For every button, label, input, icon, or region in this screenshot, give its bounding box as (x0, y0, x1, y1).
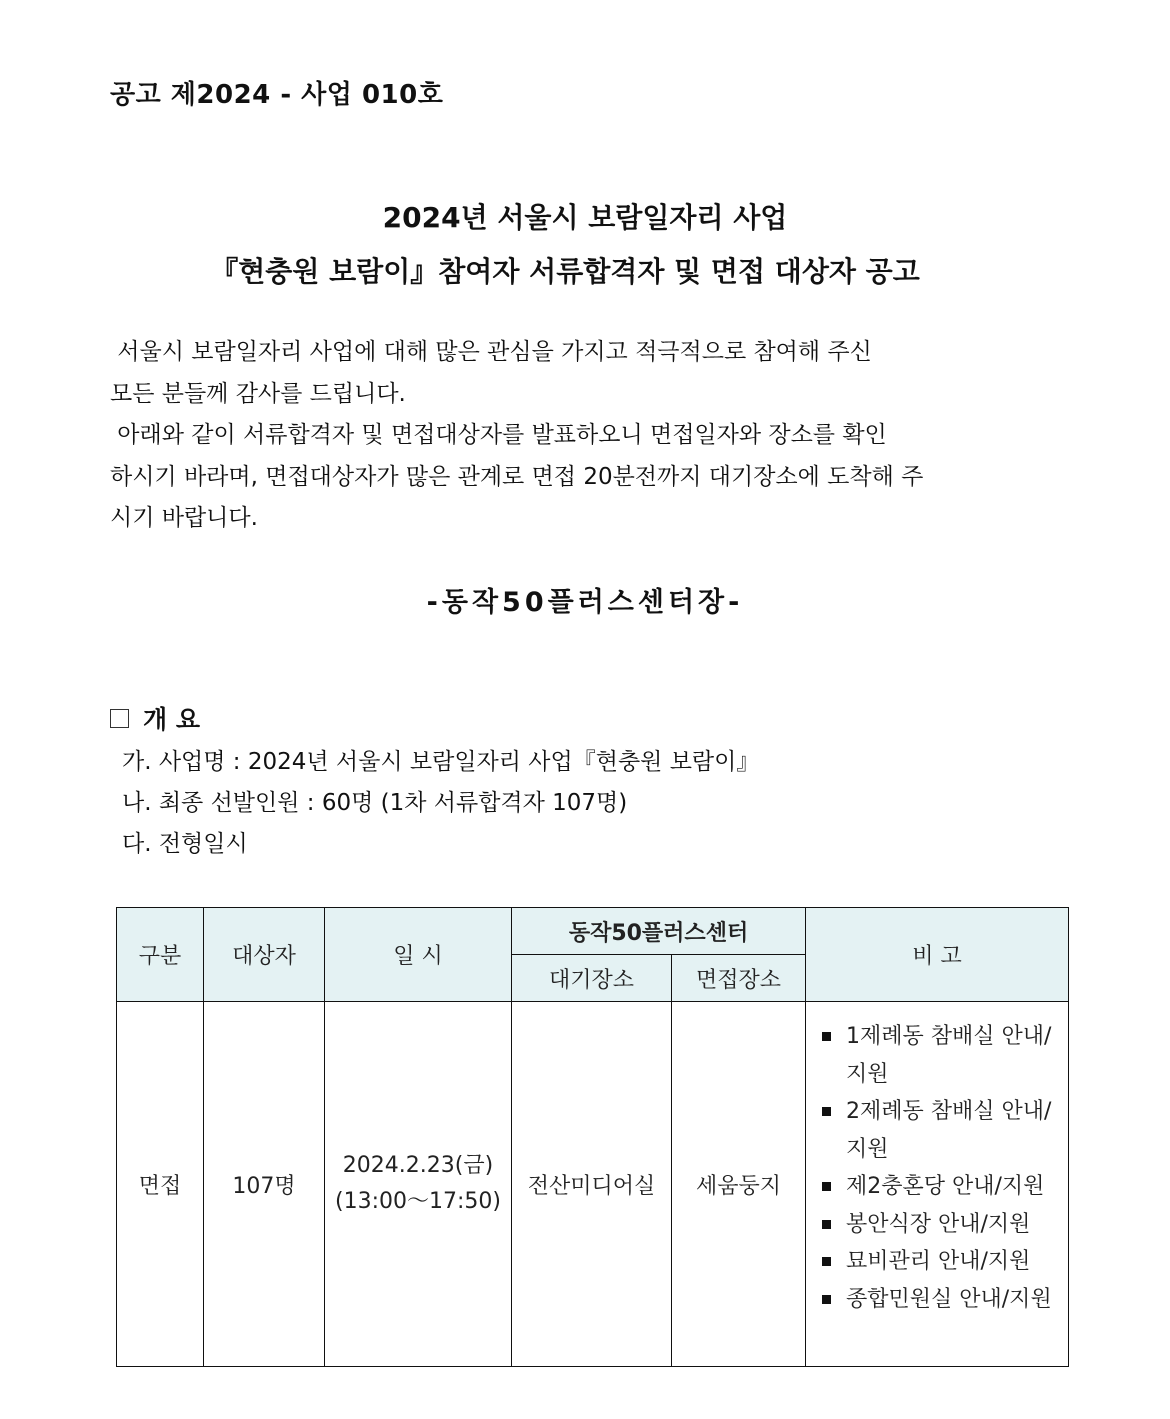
list-item (818, 1243, 1060, 1281)
square-bullet-icon (822, 1257, 831, 1266)
header-interview-place: 면접장소 (672, 955, 806, 1002)
overview-list (122, 742, 759, 865)
table-row (117, 1002, 1069, 1367)
intro-paragraph (110, 332, 1070, 540)
cell-interview-place: 세움둥지 (672, 1002, 806, 1367)
overview-item-selection-count: 나. 최종 선발인원 : 60명 (1차 서류합격자 107명) (122, 790, 628, 816)
list-item (818, 1281, 1060, 1319)
remark-text: 2제례동 참배실 안내/지원 (846, 1099, 1052, 1162)
square-bullet-icon (822, 1220, 831, 1229)
cell-datetime (325, 1002, 512, 1367)
notice-number: 공고 제2024 - 사업 010호 (110, 80, 444, 110)
list-item (818, 1168, 1060, 1206)
square-bullet-icon (822, 1032, 831, 1041)
title-line-2: 『현충원 보람이』참여자 서류합격자 및 면접 대상자 공고 (210, 255, 920, 288)
intro-p1-line1: 서울시 보람일자리 사업에 대해 많은 관심을 가지고 적극적으로 참여해 주신 (110, 339, 872, 365)
list-item (818, 1018, 1060, 1093)
cell-target: 107명 (204, 1002, 325, 1367)
remark-text: 제2충혼당 안내/지원 (846, 1174, 1045, 1199)
header-remarks: 비 고 (806, 908, 1069, 1002)
header-center-group: 동작50플러스센터 (512, 908, 806, 955)
header-category: 구분 (117, 908, 204, 1002)
overview-heading (110, 700, 200, 736)
intro-p2-line2: 하시기 바라며, 면접대상자가 많은 관계로 면접 20분전까지 대기장소에 도착해 주 (110, 463, 924, 490)
overview-item-schedule: 다. 전형일시 (122, 831, 248, 857)
cell-date: 2024.2.23(금) (342, 1153, 494, 1178)
header-datetime: 일 시 (325, 908, 512, 1002)
cell-category: 면접 (117, 1002, 204, 1367)
square-bullet-icon (822, 1107, 831, 1116)
remark-text: 봉안식장 안내/지원 (846, 1211, 1031, 1237)
remarks-list (818, 1018, 1060, 1318)
cell-time: (13:00～17:50) (335, 1189, 501, 1214)
cell-remarks (806, 1002, 1069, 1367)
checkbox-icon (110, 709, 129, 728)
list-item (818, 1206, 1060, 1244)
header-waiting-place: 대기장소 (512, 955, 672, 1002)
interview-schedule-table (116, 907, 1069, 1367)
list-item (818, 1093, 1060, 1168)
remark-text: 종합민원실 안내/지원 (846, 1286, 1052, 1312)
header-target: 대상자 (204, 908, 325, 1002)
overview-item-project-name: 가. 사업명 : 2024년 서울시 보람일자리 사업『현충원 보람이』 (122, 749, 760, 775)
remark-text: 1제례동 참배실 안내/지원 (846, 1024, 1052, 1087)
intro-p2-line3: 시기 바랍니다. (110, 505, 258, 531)
cell-waiting-place: 전산미디어실 (512, 1002, 672, 1367)
title-line-1: 2024년 서울시 보람일자리 사업 (382, 201, 788, 234)
issuer-name: -동작50플러스센터장- (426, 587, 744, 618)
square-bullet-icon (822, 1182, 831, 1191)
intro-p1-line2: 모든 분들께 감사를 드립니다. (110, 380, 406, 407)
intro-p2-line1: 아래와 같이 서류합격자 및 면접대상자를 발표하오니 면접일자와 장소를 확인 (110, 422, 887, 448)
remark-text: 묘비관리 안내/지원 (846, 1249, 1031, 1274)
square-bullet-icon (822, 1295, 831, 1304)
overview-heading-label: 개 요 (143, 705, 201, 734)
